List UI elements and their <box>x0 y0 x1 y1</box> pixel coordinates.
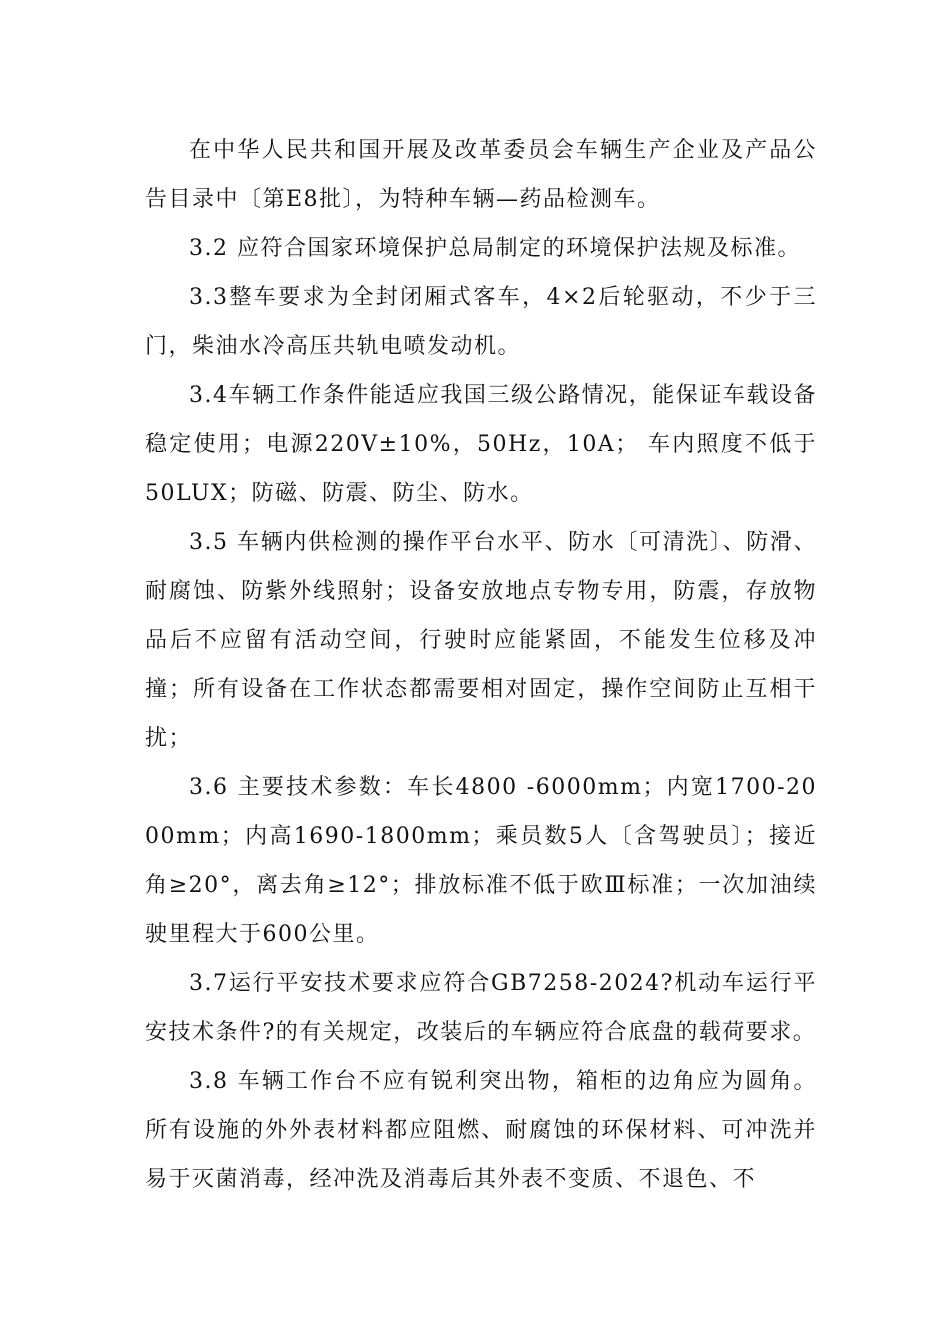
paragraph-3-8: 3.8 车辆工作台不应有锐利突出物，箱柜的边角应为圆角。所有设施的外外表材料都应阻燃、耐腐蚀的环保材料、可冲洗并易于灭菌消毒，经冲洗及消毒后其外表不变质、不退色、不 <box>145 1069 817 1192</box>
paragraph-intro: 在中华人民共和国开展及改革委员会车辆生产企业及产品公告目录中〔第E8批〕，为特种车辆—药品检测车。 <box>145 138 817 212</box>
paragraph-3-6: 3.6 主要技术参数：车长4800 -6000mm；内宽1700-2000mm；内高1690-1800mm；乘员数5人〔含驾驶员〕；接近角≥20°，离去角≥12°；排放标准不低于欧Ⅲ标准；一次加油续驶里程大于600公里。 <box>145 775 817 947</box>
paragraph-3-7: 3.7运行平安技术要求应符合GB7258-2024?机动车运行平安技术条件?的有关规定，改装后的车辆应符合底盘的载荷要求。 <box>145 971 817 1045</box>
paragraph-3-4: 3.4车辆工作条件能适应我国三级公路情况，能保证车载设备稳定使用；电源220V±10%，50Hz，10A； 车内照度不低于50LUX；防磁、防震、防尘、防水。 <box>145 383 817 506</box>
paragraph-3-3: 3.3整车要求为全封闭厢式客车，4×2后轮驱动，不少于三门，柴油水冷高压共轨电喷发动机。 <box>145 285 817 359</box>
document-body <box>145 126 817 1204</box>
paragraph-3-5: 3.5 车辆内供检测的操作平台水平、防水〔可清洗〕、防滑、耐腐蚀、防紫外线照射；设备安放地点专物专用，防震，存放物品后不应留有活动空间，行驶时应能紧固，不能发生位移及冲撞；所有设备在工作状态都需要相对固定，操作空间防止互相干扰； <box>145 530 817 751</box>
paragraph-3-2: 3.2 应符合国家环境保护总局制定的环境保护法规及标准。 <box>189 236 801 261</box>
